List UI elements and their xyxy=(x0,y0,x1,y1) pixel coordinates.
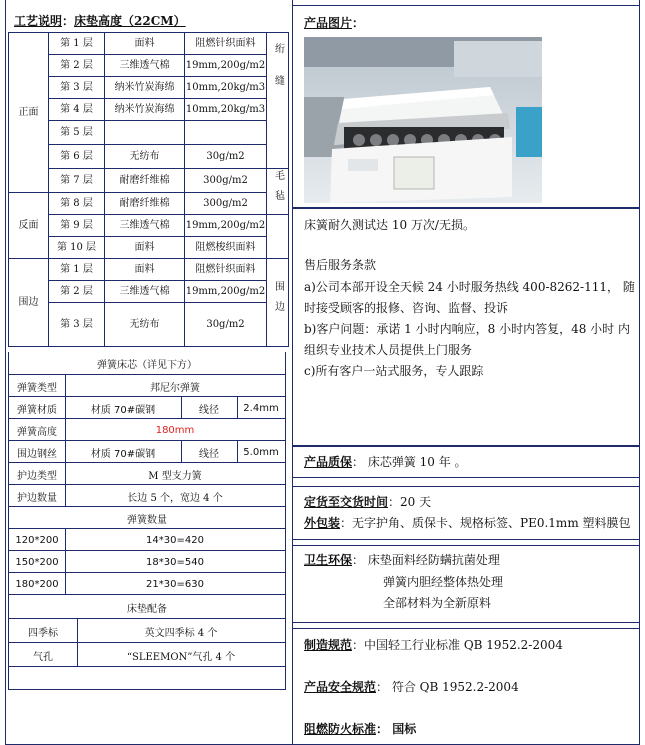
edge-wire-mat: 材质 70#碳钢 xyxy=(90,448,156,460)
layer-spec: 30g/m2 xyxy=(185,303,267,347)
spring-count-title: 弹簧数量 xyxy=(127,514,167,526)
fire-label: 阻燃防火标准 xyxy=(304,722,377,736)
height-title: 床垫高度（22CM） xyxy=(74,14,186,28)
layer-num: 第 4 层 xyxy=(49,99,105,121)
layer-spec: 阻燃针织面料 xyxy=(185,259,267,281)
spring-type-value: 邦尼尔弹簧 xyxy=(150,382,200,394)
after-sales-line: c)所有客户一站式服务，专人跟踪 xyxy=(304,364,484,378)
layer-num: 第 10 层 xyxy=(49,237,105,259)
delivery-label: 定货至交货时间 xyxy=(304,495,389,509)
after-sales-line: 时接受顾客的报修、咨询、监督、投诉 xyxy=(304,301,509,315)
accessories-title: 床垫配备 xyxy=(127,603,167,615)
mattress-photo-icon xyxy=(304,37,542,203)
delivery-line xyxy=(304,495,431,509)
safety-line xyxy=(304,680,519,694)
layer-material: 三维透气棉 xyxy=(105,215,185,237)
layer-spec: 10mm,20kg/m3 xyxy=(185,99,267,121)
warranty-line xyxy=(304,455,467,469)
count-size: 120*200 xyxy=(15,534,59,546)
season-value: 英文四季标 4 个 xyxy=(144,627,218,639)
layer-material: 纳米竹炭海绵 xyxy=(105,99,185,121)
hygiene-line: 全部材料为全新原料 xyxy=(383,596,492,610)
count-value: 21*30=630 xyxy=(146,578,204,590)
after-sales-line: 组织专业技术人员提供上门服务 xyxy=(304,343,473,357)
side-label-back: 反面 xyxy=(9,193,49,259)
spring-wire-value: 2.4mm xyxy=(243,402,279,414)
layer-material xyxy=(105,121,185,145)
layer-spec: 30g/m2 xyxy=(185,145,267,169)
package-line xyxy=(304,516,631,530)
edge-wire-label: 围边钢丝 xyxy=(17,448,57,460)
spring-mat-value: 材质 70#碳钢 xyxy=(90,404,156,416)
layer-num: 第 8 层 xyxy=(49,193,105,215)
layer-num: 第 9 层 xyxy=(49,215,105,237)
warranty-label: 产品质保 xyxy=(304,455,353,469)
layer-spec: 19mm,200g/m2 xyxy=(185,55,267,77)
side-note-sew: 绗缝 xyxy=(272,42,284,107)
spring-type-label: 弹簧类型 xyxy=(17,382,57,394)
layer-material: 耐磨纤维棉 xyxy=(105,193,185,215)
layer-spec xyxy=(185,121,267,145)
edge-wire-label2: 线径 xyxy=(199,448,219,460)
safety-label: 产品安全规范 xyxy=(304,680,377,694)
mfg-line xyxy=(304,638,563,652)
season-label: 四季标 xyxy=(28,627,58,639)
hygiene-line xyxy=(304,553,500,567)
guard-type-value: M 型支力簧 xyxy=(148,470,202,482)
guard-qty-value: 长边 5 个，宽边 4 个 xyxy=(127,492,223,504)
after-sales-line: b)客户问题：承诺 1 小时内响应，8 小时内答复，48 小时 内 xyxy=(304,322,630,336)
layer-num: 第 2 层 xyxy=(49,55,105,77)
layer-material: 面料 xyxy=(105,237,185,259)
hygiene-label: 卫生环保 xyxy=(304,553,353,567)
layer-num: 第 3 层 xyxy=(49,77,105,99)
layer-table xyxy=(8,32,289,347)
spring-section-title: 弹簧床芯（详见下方） xyxy=(97,359,197,371)
mfg-label: 制造规范 xyxy=(304,638,353,652)
spring-block xyxy=(8,352,286,690)
package-label: 外包装 xyxy=(304,516,341,530)
count-value: 14*30=420 xyxy=(146,534,204,546)
count-size: 150*200 xyxy=(15,556,59,568)
layer-num: 第 5 层 xyxy=(49,121,105,145)
after-sales-line: a)公司本部开设全天候 24 小时服务热线 400-8262-111， 随 xyxy=(304,280,635,294)
layer-spec: 阻燃梭织面料 xyxy=(185,237,267,259)
layer-spec: 300g/m2 xyxy=(185,193,267,215)
layer-material: 面料 xyxy=(105,259,185,281)
guard-qty-label: 护边数量 xyxy=(17,492,57,504)
layer-num: 第 7 层 xyxy=(49,169,105,193)
layer-num: 第 6 层 xyxy=(49,145,105,169)
spring-height-label: 弹簧高度 xyxy=(17,426,57,438)
count-value: 18*30=540 xyxy=(146,556,204,568)
side-note-edge-sew: 围边 xyxy=(272,280,284,321)
layer-material: 耐磨纤维棉 xyxy=(105,169,185,193)
craft-header xyxy=(14,12,186,29)
layer-spec: 300g/m2 xyxy=(185,169,267,193)
fire-line xyxy=(304,722,416,736)
delivery-value: ：20 天 xyxy=(388,495,432,509)
side-label-edge: 围边 xyxy=(9,259,49,347)
craft-sep: ： xyxy=(62,14,75,28)
safety-value: ： 符合 QB 1952.2-2004 xyxy=(376,680,519,694)
layer-material: 三维透气棉 xyxy=(105,281,185,303)
after-sales-title: 售后服务条款 xyxy=(304,258,377,272)
side-note-felt: 毛毡 xyxy=(272,169,284,210)
durability-text: 床簧耐久测试达 10 万次/无损。 xyxy=(304,218,475,232)
layer-material: 面料 xyxy=(105,33,185,55)
layer-num: 第 1 层 xyxy=(49,33,105,55)
layer-num: 第 3 层 xyxy=(49,303,105,347)
spring-wire-label: 线径 xyxy=(199,404,219,416)
craft-label: 工艺说明 xyxy=(14,14,63,28)
count-size: 180*200 xyxy=(15,578,59,590)
layer-num: 第 2 层 xyxy=(49,281,105,303)
package-value: ：无字护角、质保卡、规格标签、PE0.1mm 塑料膜包 xyxy=(340,516,631,530)
layer-material: 无纺布 xyxy=(105,145,185,169)
hygiene-value: ： 床垫面料经防螨抗菌处理 xyxy=(352,553,500,567)
layer-num: 第 1 层 xyxy=(49,259,105,281)
product-photo xyxy=(304,37,542,203)
layer-material: 纳米竹炭海绵 xyxy=(105,77,185,99)
photo-title: 产品图片： xyxy=(304,16,365,30)
vent-value: “SLEEMON”气孔 4 个 xyxy=(126,651,236,663)
layer-material: 三维透气棉 xyxy=(105,55,185,77)
warranty-value: ： 床芯弹簧 10 年 。 xyxy=(352,455,467,469)
hygiene-line: 弹簧内胆经整体热处理 xyxy=(383,575,504,589)
spring-mat-label: 弹簧材质 xyxy=(17,404,57,416)
layer-spec: 阻燃针织面料 xyxy=(185,33,267,55)
spring-height-value: 180mm xyxy=(155,424,195,436)
fire-value: ： 国标 xyxy=(376,722,417,736)
edge-wire-value: 5.0mm xyxy=(243,446,279,458)
layer-spec: 19mm,200g/m2 xyxy=(185,281,267,303)
layer-spec: 19mm,200g/m2 xyxy=(185,215,267,237)
layer-material: 无纺布 xyxy=(105,303,185,347)
guard-type-label: 护边类型 xyxy=(17,470,57,482)
vent-label: 气孔 xyxy=(33,651,53,663)
side-label-front: 正面 xyxy=(9,33,49,193)
mfg-value: ：中国轻工行业标准 QB 1952.2-2004 xyxy=(352,638,563,652)
layer-spec: 10mm,20kg/m3 xyxy=(185,77,267,99)
